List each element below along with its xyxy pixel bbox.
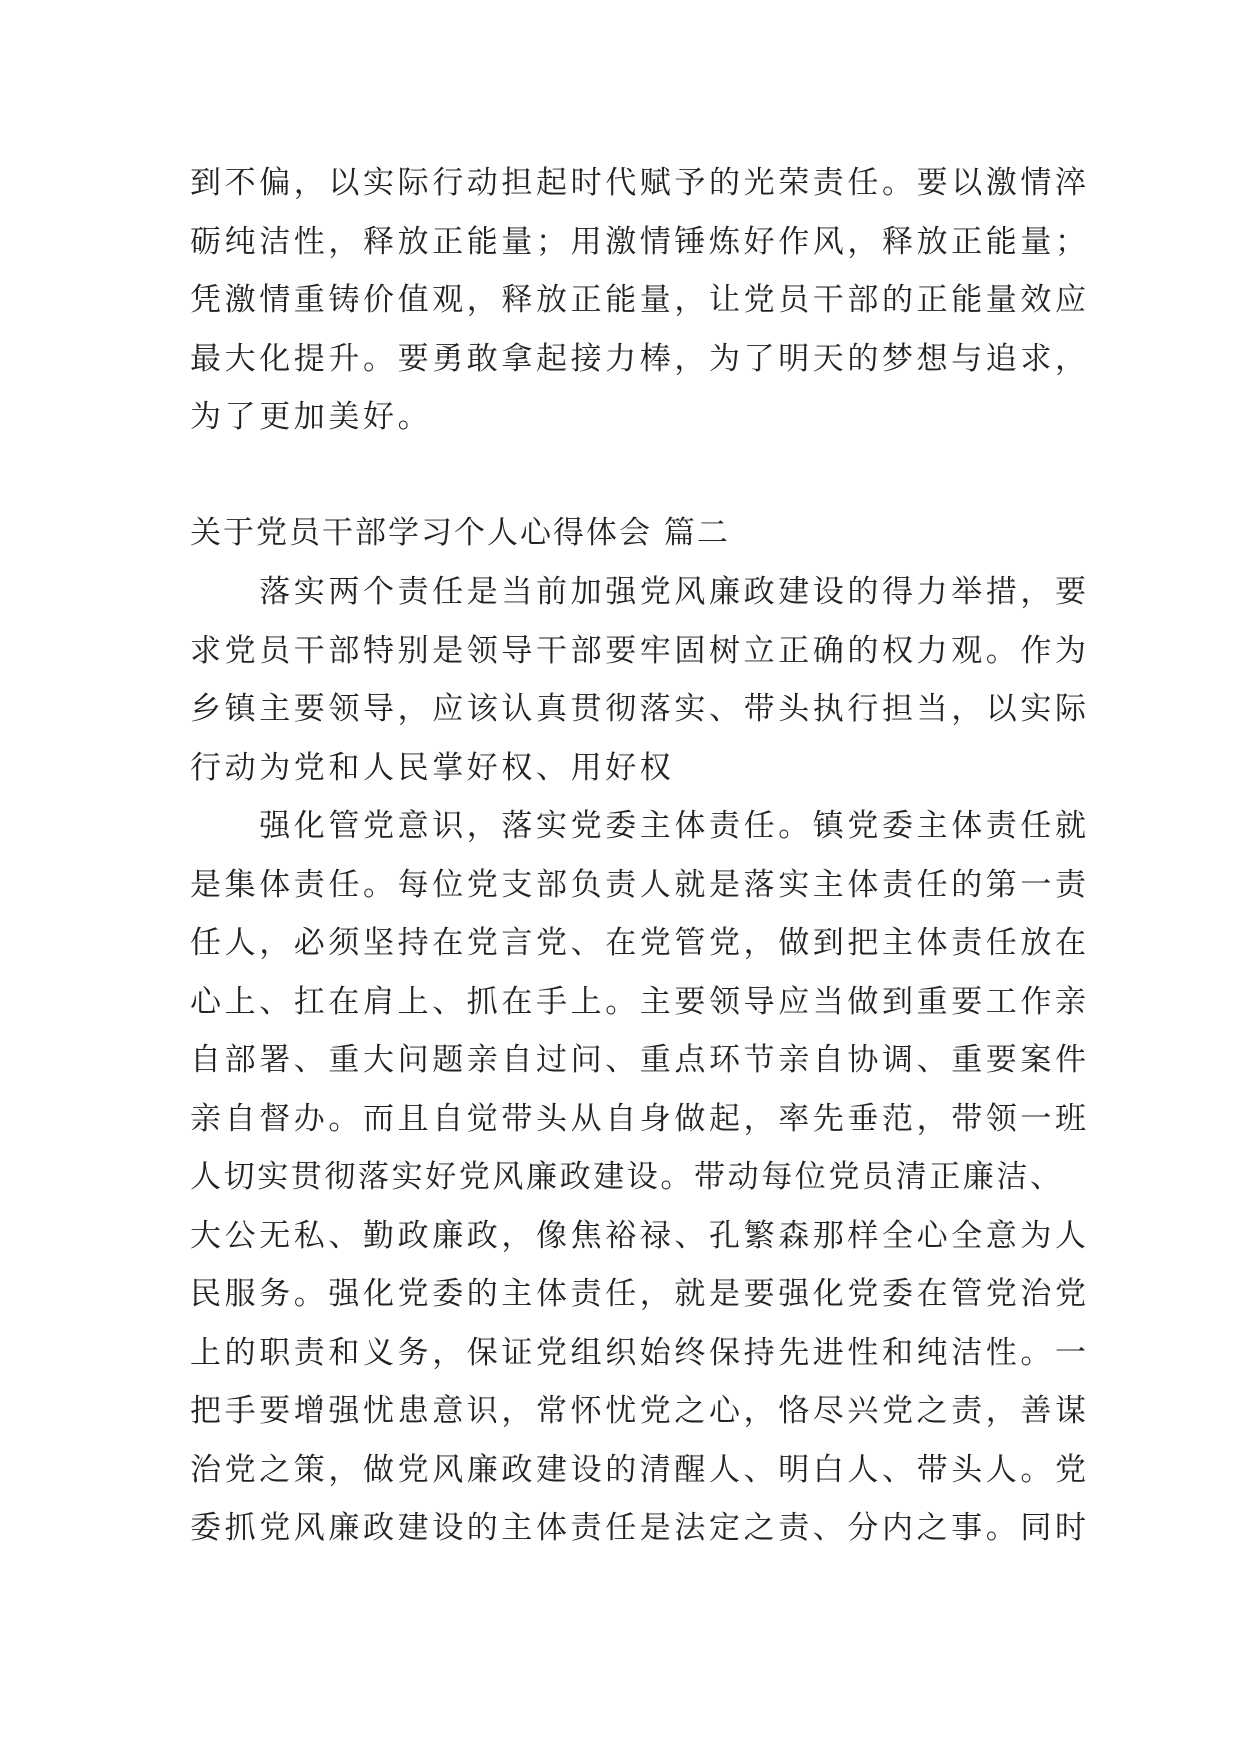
- paragraph-line: 求党员干部特别是领导干部要牢固树立正确的权力观。作为: [190, 632, 1090, 669]
- paragraph-line: 到不偏，以实际行动担起时代赋予的光荣责任。要以激情淬: [190, 165, 1090, 201]
- paragraph-line: 委抓党风廉政建设的主体责任是法定之责、分内之事。同时: [190, 1510, 1090, 1546]
- paragraph-line: 最大化提升。要勇敢拿起接力棒，为了明天的梦想与追求，: [190, 340, 1090, 377]
- paragraph-line: 凭激情重铸价值观，释放正能量，让党员干部的正能量效应: [190, 282, 1090, 318]
- paragraph-line: 砺纯洁性，释放正能量；用激情锤炼好作风，释放正能量；: [190, 223, 1090, 260]
- section-heading: 关于党员干部学习个人心得体会 篇二: [190, 515, 730, 551]
- body-paragraphs: [190, 563, 1090, 1558]
- paragraph-line: 是集体责任。每位党支部负责人就是落实主体责任的第一责: [190, 866, 1090, 903]
- paragraph-line: 把手要增强忧患意识，常怀忧党之心，恪尽兴党之责，善谋: [190, 1393, 1090, 1429]
- section-heading-block: [190, 504, 1090, 563]
- paragraph-line: 自部署、重大问题亲自过问、重点环节亲自协调、重要案件: [190, 1042, 1090, 1078]
- paragraph-2: [190, 797, 1090, 1558]
- paragraph-line: 人切实贯彻落实好党风廉政建设。带动每位党员清正廉洁、: [190, 1159, 1064, 1195]
- continuation-paragraph: [190, 154, 1090, 447]
- paragraph-line: 大公无私、勤政廉政，像焦裕禄、孔繁森那样全心全意为人: [190, 1217, 1090, 1254]
- paragraph-line: 民服务。强化党委的主体责任，就是要强化党委在管党治党: [190, 1276, 1090, 1312]
- paragraph-line: 亲自督办。而且自觉带头从自身做起，率先垂范，带领一班: [190, 1100, 1090, 1137]
- paragraph-line: 心上、扛在肩上、抓在手上。主要领导应当做到重要工作亲: [190, 983, 1090, 1020]
- paragraph-1: [190, 563, 1090, 797]
- paragraph-line: 为了更加美好。: [190, 399, 433, 435]
- paragraph-line: 乡镇主要领导，应该认真贯彻落实、带头执行担当，以实际: [190, 691, 1090, 727]
- paragraph-line: 上的职责和义务，保证党组织始终保持先进性和纯洁性。一: [190, 1334, 1090, 1371]
- paragraph-line: 落实两个责任是当前加强党风廉政建设的得力举措，要: [190, 574, 1090, 610]
- paragraph-line: 任人，必须坚持在党言党、在党管党，做到把主体责任放在: [190, 925, 1090, 961]
- paragraph-line: 行动为党和人民掌好权、用好权: [190, 749, 675, 786]
- paragraph-line: 强化管党意识，落实党委主体责任。镇党委主体责任就: [190, 808, 1090, 844]
- paragraph-line: 治党之策，做党风廉政建设的清醒人、明白人、带头人。党: [190, 1451, 1090, 1488]
